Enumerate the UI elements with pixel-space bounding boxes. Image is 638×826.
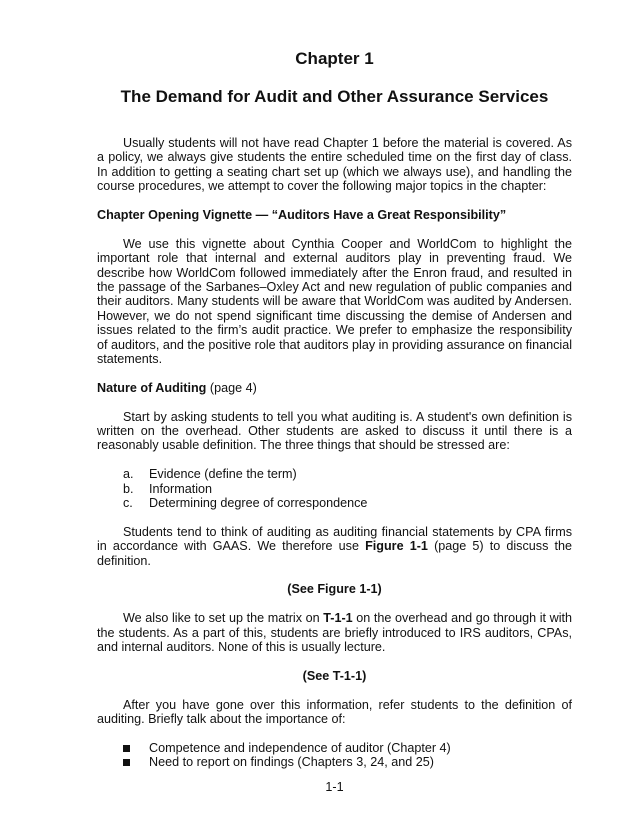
list-label: b.	[123, 481, 134, 496]
matrix-paragraph	[97, 611, 572, 654]
figure-paragraph	[97, 525, 572, 568]
figure-reference: Figure 1-1	[365, 539, 428, 554]
list-text: Evidence (define the term)	[149, 467, 297, 482]
stress-list	[97, 467, 572, 510]
list-item	[97, 741, 572, 755]
text: We also like to set up the matrix on	[123, 611, 324, 626]
list-item	[97, 467, 572, 481]
nature-heading-line	[97, 381, 572, 395]
list-text: Information	[149, 481, 212, 496]
list-text: Determining degree of correspondence	[149, 496, 368, 511]
list-text: Need to report on findings (Chapters 3, 24, and 25)	[149, 755, 434, 770]
list-item	[97, 496, 572, 510]
nature-paragraph: Start by asking students to tell you what auditing is. A student's own definition is written on the overhead. Other students are asked to discuss it until there is a reasonably usable definition. The three things that should be stressed are:	[97, 409, 572, 453]
see-transparency-note: (See T-1-1)	[302, 668, 367, 683]
nature-page-ref: (page 4)	[206, 380, 257, 395]
text: (page 5) to discuss the definition.	[97, 539, 573, 568]
list-text: Competence and independence of auditor (Chapter 4)	[149, 740, 451, 755]
page-number: 1-1	[325, 780, 344, 794]
intro-paragraph: Usually students will not have read Chapter 1 before the material is covered. As a policy, we always give students the entire scheduled time on the first day of class. In addition to getting a seating chart set up (which we always use), and handling the course procedures, we attempt to cover the following major topics in the chapter:	[97, 136, 572, 194]
transparency-reference: T-1-1	[323, 611, 353, 626]
text: Students tend to think of auditing as auditing financial statements by CPA firms in accordance with GAAS. We therefore use	[97, 524, 572, 554]
chapter-number: Chapter 1	[295, 49, 374, 68]
importance-list	[97, 741, 572, 770]
square-bullet-icon	[123, 759, 130, 766]
chapter-title: The Demand for Audit and Other Assurance Services	[120, 87, 549, 106]
list-label: c.	[123, 496, 133, 511]
nature-heading: Nature of Auditing	[97, 380, 207, 395]
see-figure-note: (See Figure 1-1)	[287, 582, 382, 597]
definition-paragraph: After you have gone over this information, refer students to the definition of auditing. Briefly talk about the importance of:	[97, 697, 572, 727]
vignette-heading: Chapter Opening Vignette — “Auditors Have a Great Responsibility”	[97, 208, 507, 223]
list-label: a.	[123, 467, 134, 482]
square-bullet-icon	[123, 745, 130, 752]
text: on the overhead and go through it with the students. As a part of this, students are briefly introduced to IRS auditors, CPAs, and internal auditors. None of this is usually lecture.	[97, 611, 573, 655]
list-item	[97, 482, 572, 496]
vignette-paragraph: We use this vignette about Cynthia Cooper and WorldCom to highlight the important role that internal and external auditors play in preventing fraud. We describe how WorldCom followed immediately after the Enron fraud, and resulted in the passage of the Sarbanes–Oxley Act and new regulation of public companies and their auditors. Many students will be aware that WorldCom was audited by Andersen. However, we do not spend significant time discussing the demise of Andersen and issues related to the firm’s audit practice. We prefer to emphasize the responsibility of auditors, and the positive role that auditors play in providing assurance on financial statements.	[97, 236, 572, 367]
list-item	[97, 755, 572, 769]
